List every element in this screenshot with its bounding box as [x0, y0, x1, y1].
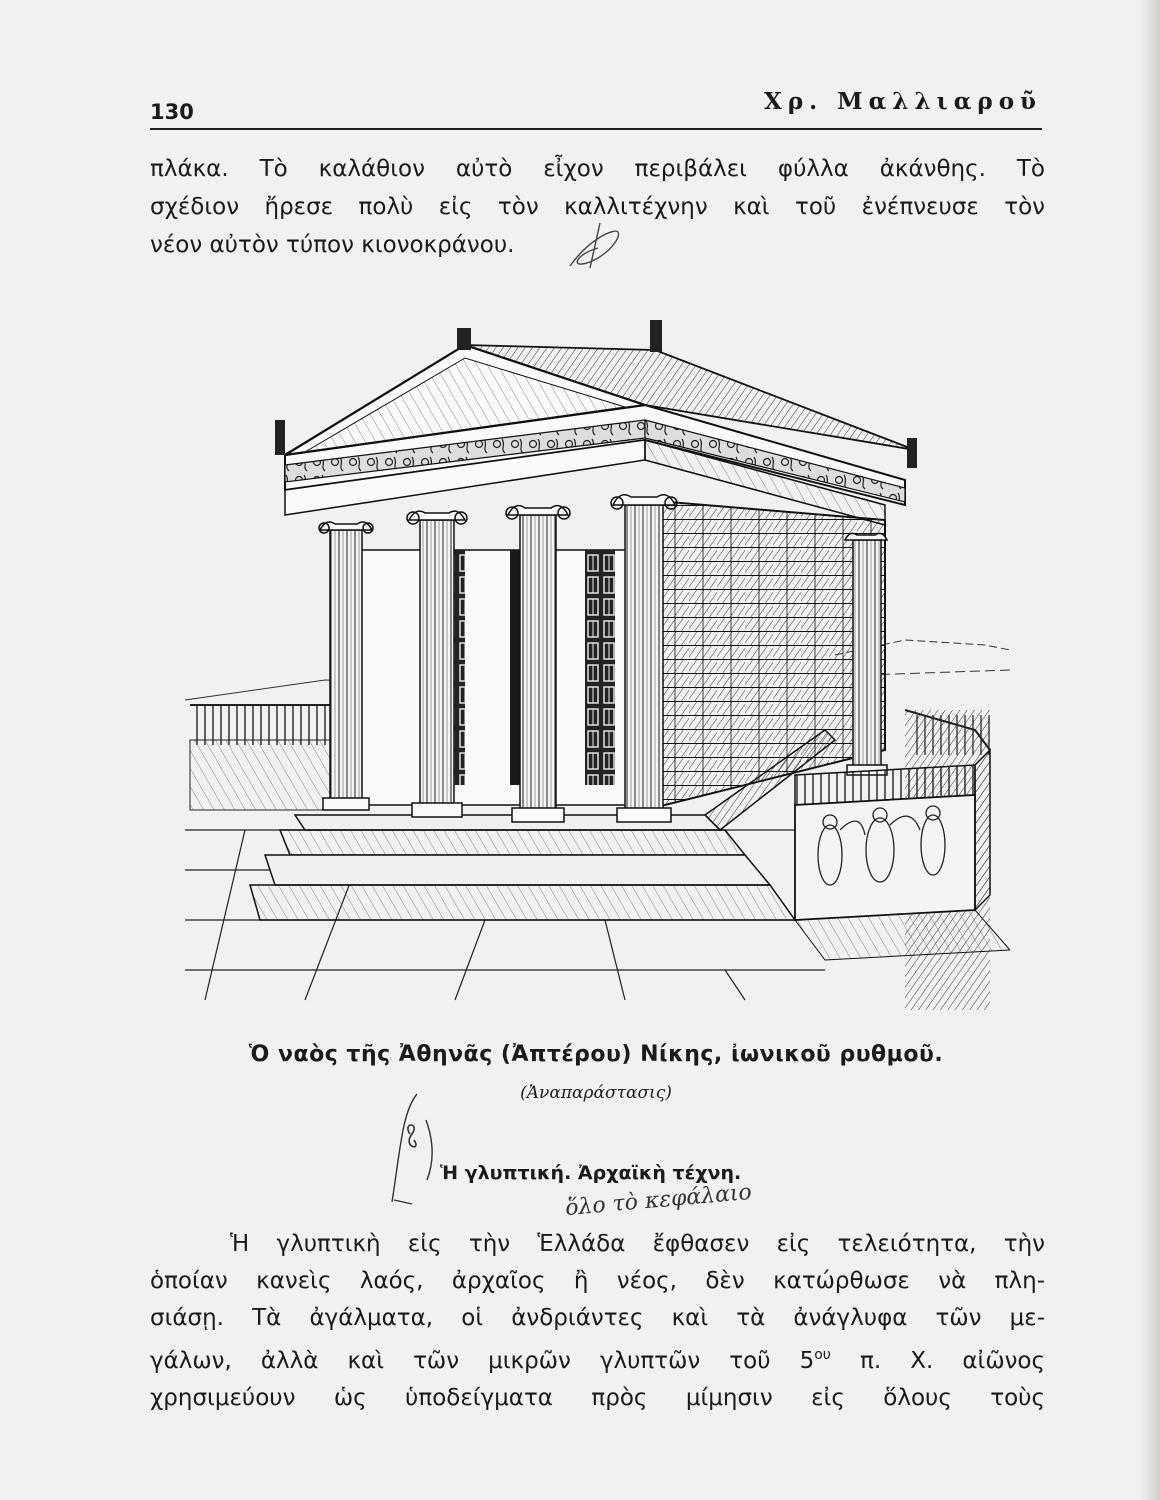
- paragraph-line: ὁποίαν κανεὶς λαός, ἀρχαῖος ἢ νέος, δὲν κατώρθωσε νὰ πλη-: [150, 1268, 1045, 1294]
- page-edge-shadow: [1140, 0, 1160, 1500]
- paragraph-line-part: π. Χ. αἰῶνος: [830, 1348, 1045, 1374]
- header-rule: [150, 128, 1042, 130]
- paragraph-line: [150, 1337, 1045, 1380]
- paragraph-line: Ἡ γλυπτικὴ εἰς τὴν Ἑλλάδα ἔφθασεν εἰς τελειότητα, τὴν: [230, 1231, 1045, 1257]
- handwritten-note: ὅλο τὸ κεφάλαιο: [564, 1179, 753, 1222]
- temple-illustration: [185, 310, 1010, 1010]
- figure-subcaption: (Ἀναπαράστασις): [520, 1083, 672, 1103]
- intro-line: νέον αὐτὸν τύπον κιονοκράνου.: [150, 232, 515, 258]
- page-number: 130: [150, 100, 194, 124]
- paragraph-line-part: γάλων, ἀλλὰ καὶ τῶν μικρῶν γλυπτῶν τοῦ 5: [150, 1348, 815, 1374]
- paragraph-line: σιάσῃ. Τὰ ἀγάλματα, οἱ ἀνδριάντες καὶ τὰ ἀνάγλυφα τῶν με-: [150, 1305, 1045, 1331]
- figure-caption: Ὁ ναὸς τῆς Ἀθηνᾶς (Ἀπτέρου) Νίκης, ἰωνικοῦ ρυθμοῦ.: [248, 1042, 944, 1067]
- handwritten-margin-mark: [372, 1092, 452, 1212]
- main-paragraph: [150, 1226, 1045, 1417]
- superscript-ordinal: ου: [814, 1347, 831, 1363]
- running-head: Χρ. Μαλλιαροῦ: [764, 88, 1042, 115]
- paragraph-line: χρησιμεύουν ὡς ὑποδείγματα πρὸς μίμησιν εἰς ὅλους τοὺς: [150, 1385, 1045, 1411]
- intro-line: σχέδιον ἤρεσε πολὺ εἰς τὸν καλλιτέχνην καὶ τοῦ ἐνέπνευσε τὸν: [150, 194, 1045, 220]
- intro-line: πλάκα. Τὸ καλάθιον αὐτὸ εἶχον περιβάλει φύλλα ἀκάνθης. Τὸ: [150, 156, 1045, 182]
- pen-flourish-mark: [560, 218, 630, 273]
- section-heading: Ἡ γλυπτική. Ἀρχαϊκὴ τέχνη.: [440, 1162, 742, 1184]
